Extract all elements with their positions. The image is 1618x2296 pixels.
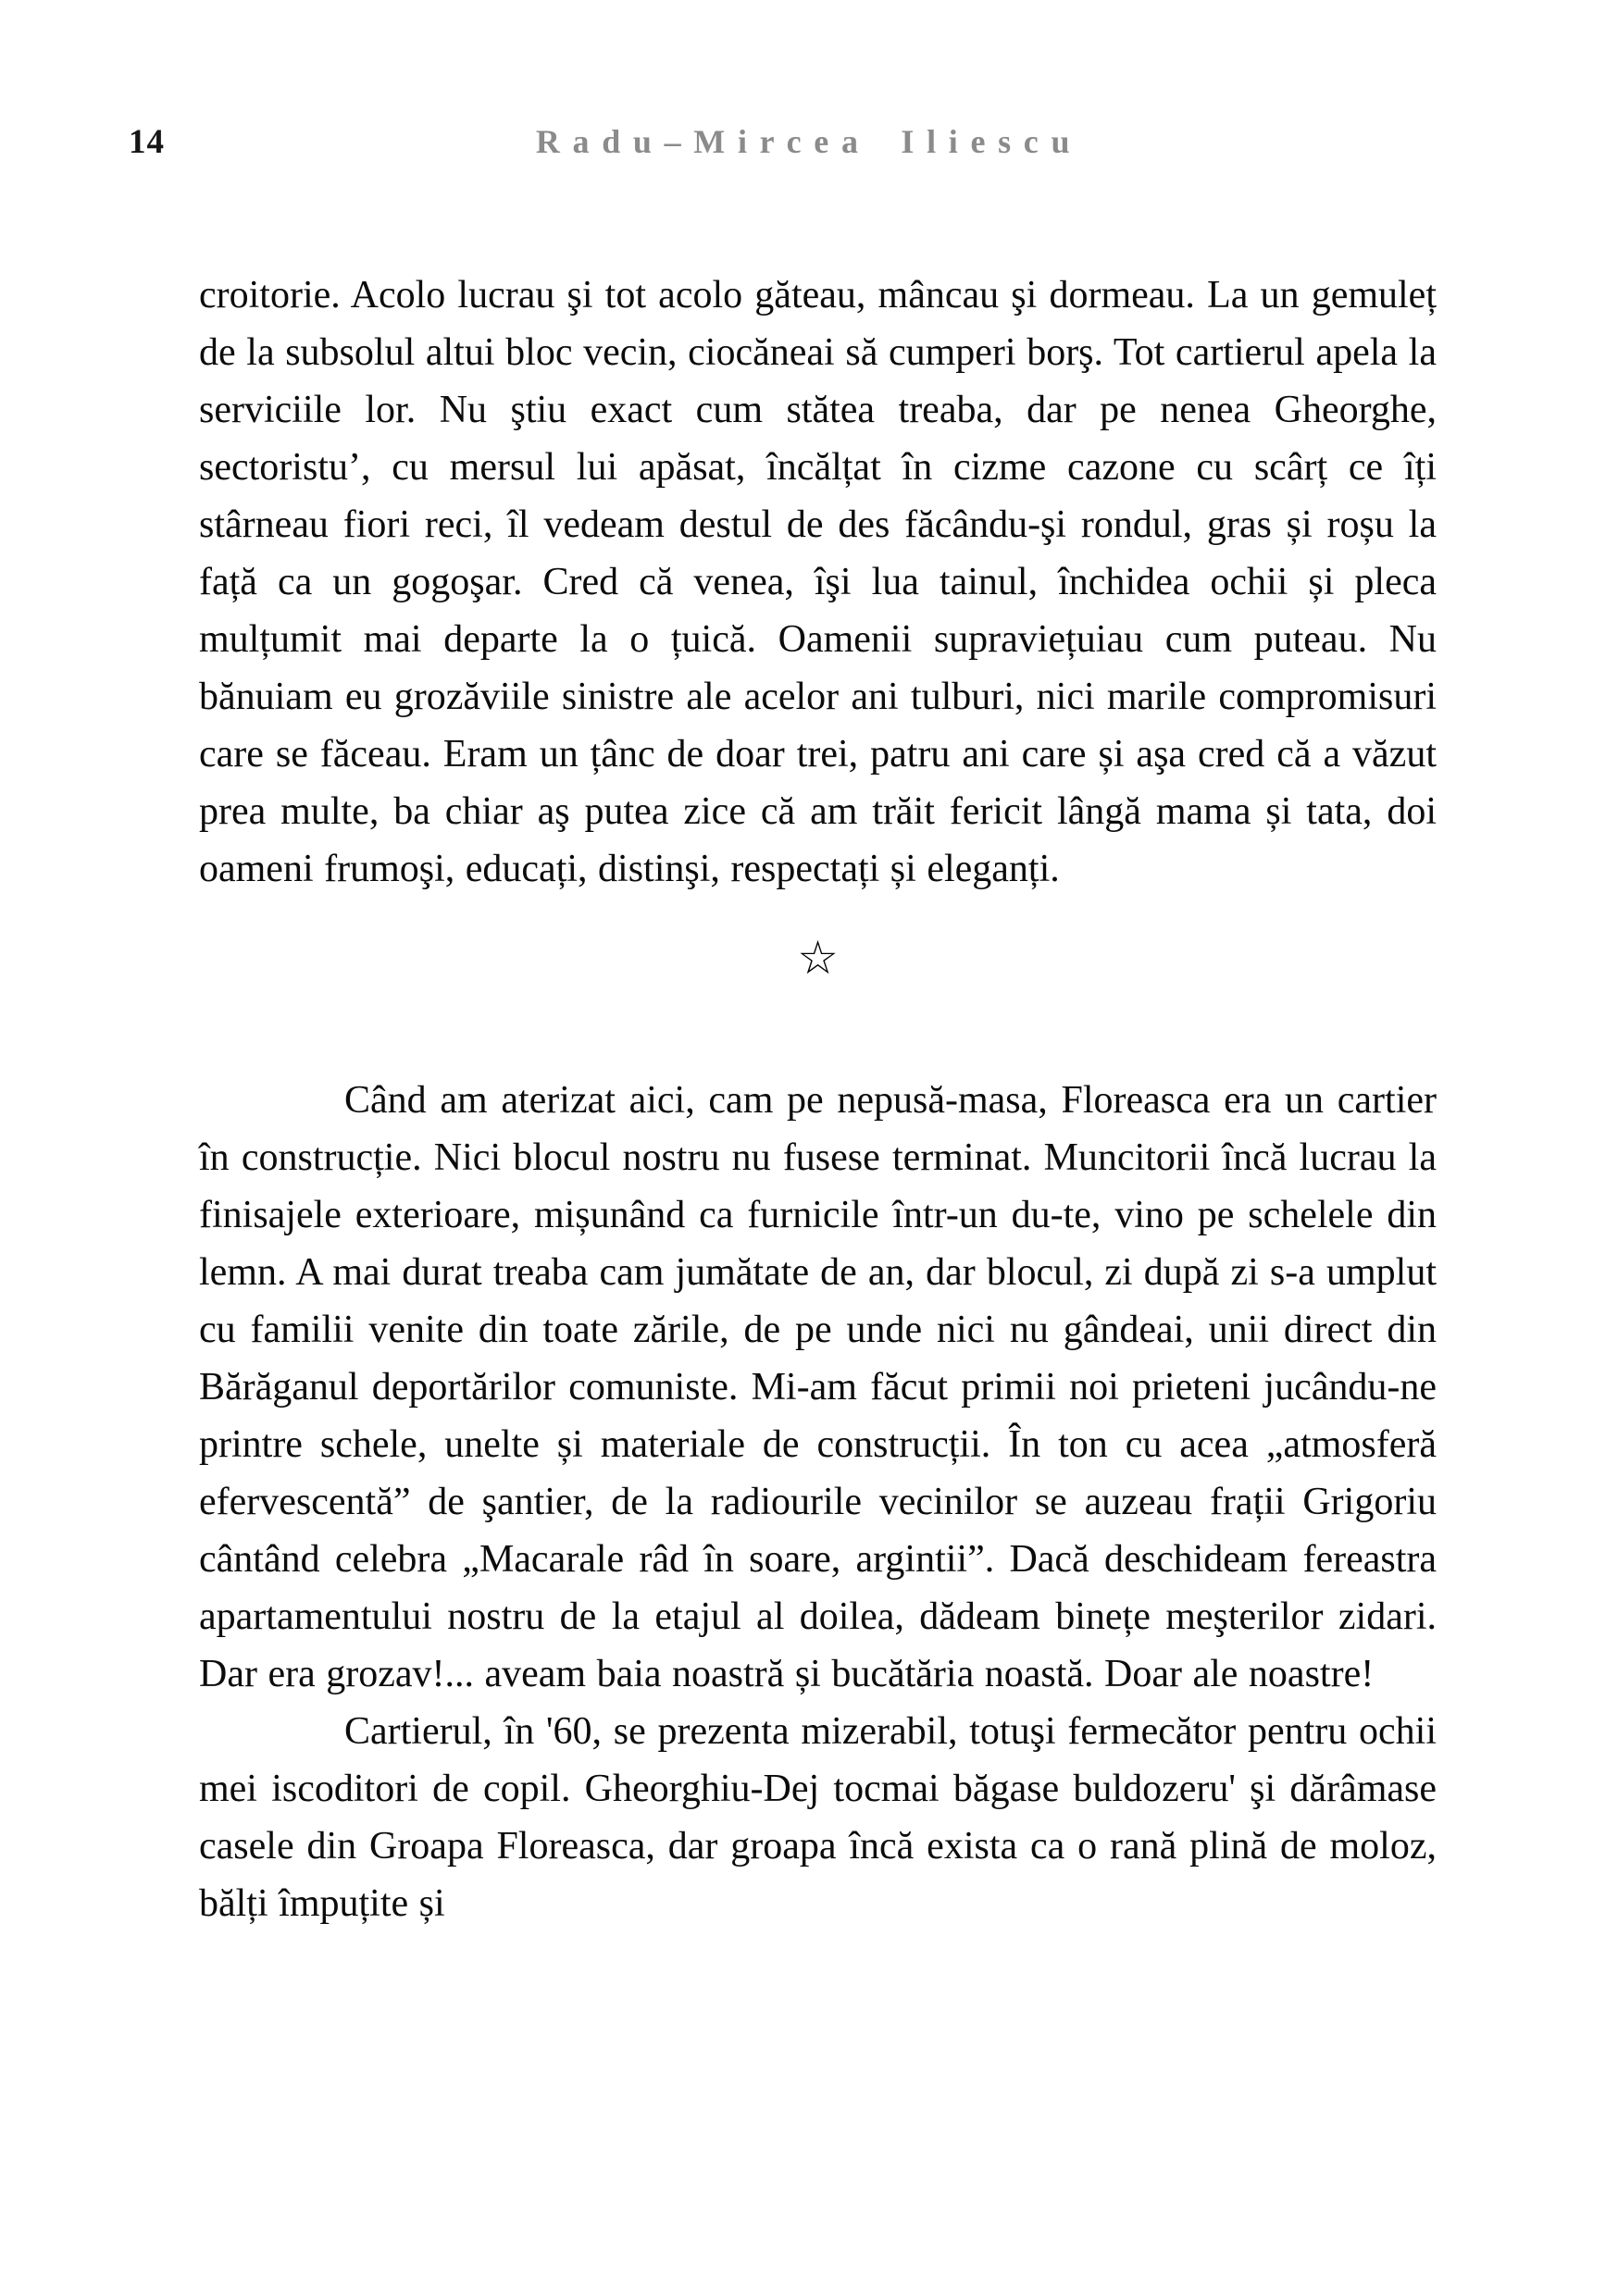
header-title: Radu–Mircea Iliescu xyxy=(535,123,1083,160)
paragraph-floreasca: Când am aterizat aici, cam pe nepusă-masa, Floreasca era un cartier în construcție. Nici blocul nostru nu fusese terminat. Muncitorii încă lucrau la finisajele exterioare, mișunând ca furnicile într-un du-te, vino pe schelele din lemn. A mai durat treaba cam jumătate de an, dar blocul, zi după zi s-a umplut cu familii venite din toate zările, de pe unde nici nu gândeai, unii direct din Bărăganul deportărilor comuniste. Mi-am făcut primii noi prieteni jucându-ne printre schele, unelte și materiale de construcții. În ton cu acea „atmosferă efervescentă” de şantier, de la radiourile vecinilor se auzeau frații Grigoriu cântând celebra „Macarale râd în soare, argintii”. Dacă deschideam fereastra apartamentului nostru de la etajul al doilea, dădeam binețe meşterilor zidari. Dar era grozav!... aveam baia noastră și bucătăria noastă. Doar ale noastre! xyxy=(199,1079,1437,1695)
paragraph-cartierul: Cartierul, în '60, se prezenta mizerabil, totuşi fermecător pentru ochii mei iscoditori de copil. Gheorghiu-Dej tocmai băgase buldozeru' şi dărâmase casele din Groapa Floreasca, dar groapa încă exista ca o rană plină de moloz, bălți împuțite și xyxy=(199,1710,1437,1925)
running-header xyxy=(0,0,1618,168)
paragraph-croitorie: croitorie. Acolo lucrau şi tot acolo găteau, mâncau şi dormeau. La un gemuleț de la subsolul altui bloc vecin, ciocăneai să cumperi borş. Tot cartierul apela la serviciile lor. Nu ştiu exact cum stătea treaba, dar pe nenea Gheorghe, sectoristu’, cu mersul lui apăsat, încălțat în cizme cazone cu scârț ce îți stârneau fiori reci, îl vedeam destul de des făcându-şi rondul, gras și roșu la față ca un gogoşar. Cred că venea, îşi lua tainul, închidea ochii și pleca mulțumit mai departe la o țuică. Oamenii supraviețuiau cum puteau. Nu bănuiam eu grozăviile sinistre ale acelor ani tulburi, nici marile compromisuri care se făceau. Eram un țânc de doar trei, patru ani care și aşa cred că a văzut prea multe, ba chiar aş putea zice că am trăit fericit lângă mama și tata, doi oameni frumoşi, educați, distinşi, respectați și eleganți. xyxy=(199,274,1437,890)
body-text xyxy=(199,267,1437,1932)
section-divider xyxy=(199,929,1437,987)
star-icon: ☆ xyxy=(797,932,839,984)
page-number: 14 xyxy=(129,123,165,161)
